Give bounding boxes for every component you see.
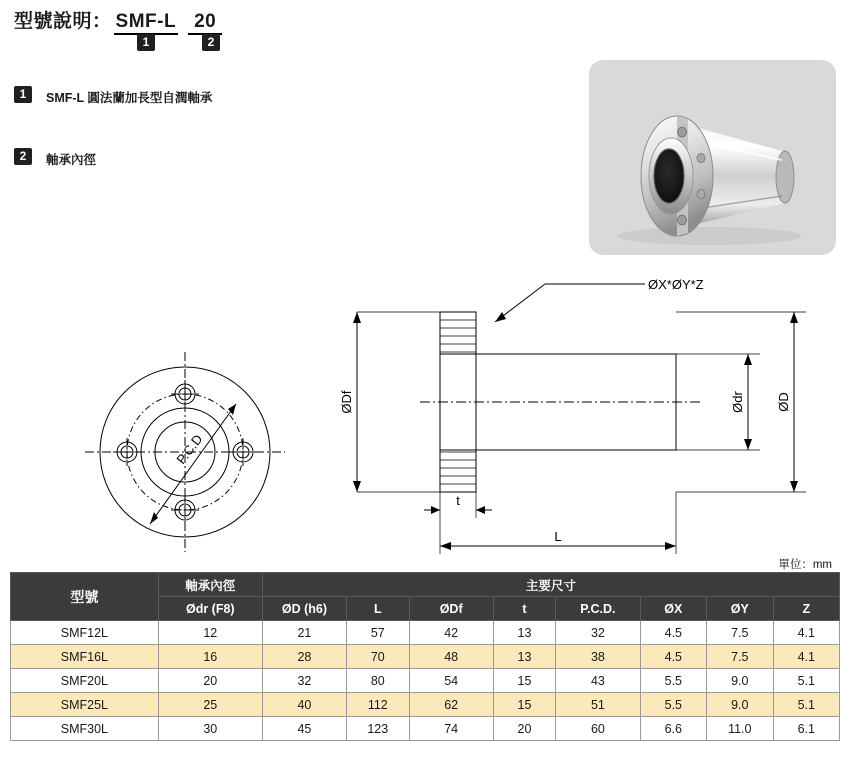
table-row bbox=[11, 717, 840, 741]
label-l: L bbox=[554, 529, 562, 544]
cell-oy: 7.5 bbox=[707, 645, 773, 669]
cell-odr: 16 bbox=[158, 645, 262, 669]
cell-odr: 20 bbox=[158, 669, 262, 693]
cell-l: 70 bbox=[347, 645, 410, 669]
badge-number-1: 1 bbox=[137, 34, 155, 51]
legend-badge-2: 2 bbox=[14, 148, 32, 165]
cell-l: 57 bbox=[347, 621, 410, 645]
cell-oy: 11.0 bbox=[707, 717, 773, 741]
label-pcd: P.C.D bbox=[173, 431, 206, 467]
cell-ox: 5.5 bbox=[640, 693, 706, 717]
legend-item-1 bbox=[14, 86, 414, 106]
cell-ox: 5.5 bbox=[640, 669, 706, 693]
specification-table bbox=[10, 572, 840, 741]
unit-note: 單位：mm bbox=[778, 559, 832, 571]
cell-od: 21 bbox=[262, 621, 346, 645]
cell-z: 4.1 bbox=[773, 645, 839, 669]
model-code-series: SMF-L bbox=[114, 11, 179, 35]
badge-marker-2 bbox=[202, 33, 220, 51]
cell-model: SMF20L bbox=[11, 669, 159, 693]
product-photo-image bbox=[589, 60, 836, 255]
legend-item-2 bbox=[14, 148, 414, 168]
table-row bbox=[11, 621, 840, 645]
header-col-z: Z bbox=[773, 597, 839, 621]
cell-oy: 9.0 bbox=[707, 693, 773, 717]
cell-model: SMF12L bbox=[11, 621, 159, 645]
header-col-l: L bbox=[347, 597, 410, 621]
cell-odr: 25 bbox=[158, 693, 262, 717]
cell-z: 6.1 bbox=[773, 717, 839, 741]
cell-oy: 9.0 bbox=[707, 669, 773, 693]
technical-drawing bbox=[0, 262, 850, 562]
cell-l: 80 bbox=[347, 669, 410, 693]
header-col-t: t bbox=[493, 597, 555, 621]
cell-ox: 4.5 bbox=[640, 621, 706, 645]
cell-l: 123 bbox=[347, 717, 410, 741]
cell-odf: 42 bbox=[409, 621, 493, 645]
cell-od: 45 bbox=[262, 717, 346, 741]
cell-model: SMF25L bbox=[11, 693, 159, 717]
badge-number-2: 2 bbox=[202, 34, 220, 51]
label-hole-spec: ØX*ØY*Z bbox=[648, 277, 704, 292]
cell-z: 5.1 bbox=[773, 693, 839, 717]
cell-ox: 4.5 bbox=[640, 645, 706, 669]
cell-odf: 74 bbox=[409, 717, 493, 741]
cell-t: 13 bbox=[493, 645, 555, 669]
drawing-svg bbox=[0, 262, 850, 562]
table-row bbox=[11, 669, 840, 693]
cell-pcd: 32 bbox=[556, 621, 640, 645]
cell-odf: 48 bbox=[409, 645, 493, 669]
cell-t: 15 bbox=[493, 669, 555, 693]
header-col-odr: Ødr (F8) bbox=[158, 597, 262, 621]
product-photo-panel bbox=[589, 60, 836, 255]
cell-od: 28 bbox=[262, 645, 346, 669]
cell-odf: 54 bbox=[409, 669, 493, 693]
legend-label-2: 軸承內徑 bbox=[46, 153, 97, 167]
cell-oy: 7.5 bbox=[707, 621, 773, 645]
legend-badge-1: 1 bbox=[14, 86, 32, 103]
header-col-pcd: P.C.D. bbox=[556, 597, 640, 621]
cell-l: 112 bbox=[347, 693, 410, 717]
cell-pcd: 51 bbox=[556, 693, 640, 717]
cell-pcd: 60 bbox=[556, 717, 640, 741]
cell-odr: 30 bbox=[158, 717, 262, 741]
cell-pcd: 38 bbox=[556, 645, 640, 669]
cell-t: 20 bbox=[493, 717, 555, 741]
cell-model: SMF30L bbox=[11, 717, 159, 741]
header-col-odf: ØDf bbox=[409, 597, 493, 621]
badge-marker-1 bbox=[137, 33, 155, 51]
cell-pcd: 43 bbox=[556, 669, 640, 693]
cell-od: 32 bbox=[262, 669, 346, 693]
label-t: t bbox=[456, 493, 460, 508]
header-col-ox: ØX bbox=[640, 597, 706, 621]
header-main-dims-group: 主要尺寸 bbox=[262, 573, 839, 597]
table-row bbox=[11, 645, 840, 669]
cell-model: SMF16L bbox=[11, 645, 159, 669]
cell-ox: 6.6 bbox=[640, 717, 706, 741]
label-odr: Ødr bbox=[730, 391, 745, 413]
table-row bbox=[11, 693, 840, 717]
model-code-prefix: 型號說明： bbox=[14, 11, 112, 32]
legend-label-1: SMF-L 圓法蘭加長型自潤軸承 bbox=[46, 91, 213, 105]
label-odf: ØDf bbox=[339, 390, 354, 414]
model-code-title bbox=[14, 6, 222, 33]
header-col-od: ØD (h6) bbox=[262, 597, 346, 621]
model-code-bore: 20 bbox=[188, 11, 222, 35]
header-col-oy: ØY bbox=[707, 597, 773, 621]
cell-t: 13 bbox=[493, 621, 555, 645]
table-group-header-row bbox=[11, 573, 840, 597]
label-od: ØD bbox=[776, 392, 791, 412]
cell-odr: 12 bbox=[158, 621, 262, 645]
header-bore-group: 軸承內徑 bbox=[158, 573, 262, 597]
cell-od: 40 bbox=[262, 693, 346, 717]
cell-odf: 62 bbox=[409, 693, 493, 717]
cell-z: 4.1 bbox=[773, 621, 839, 645]
header-model: 型號 bbox=[11, 573, 159, 621]
cell-z: 5.1 bbox=[773, 669, 839, 693]
cell-t: 15 bbox=[493, 693, 555, 717]
